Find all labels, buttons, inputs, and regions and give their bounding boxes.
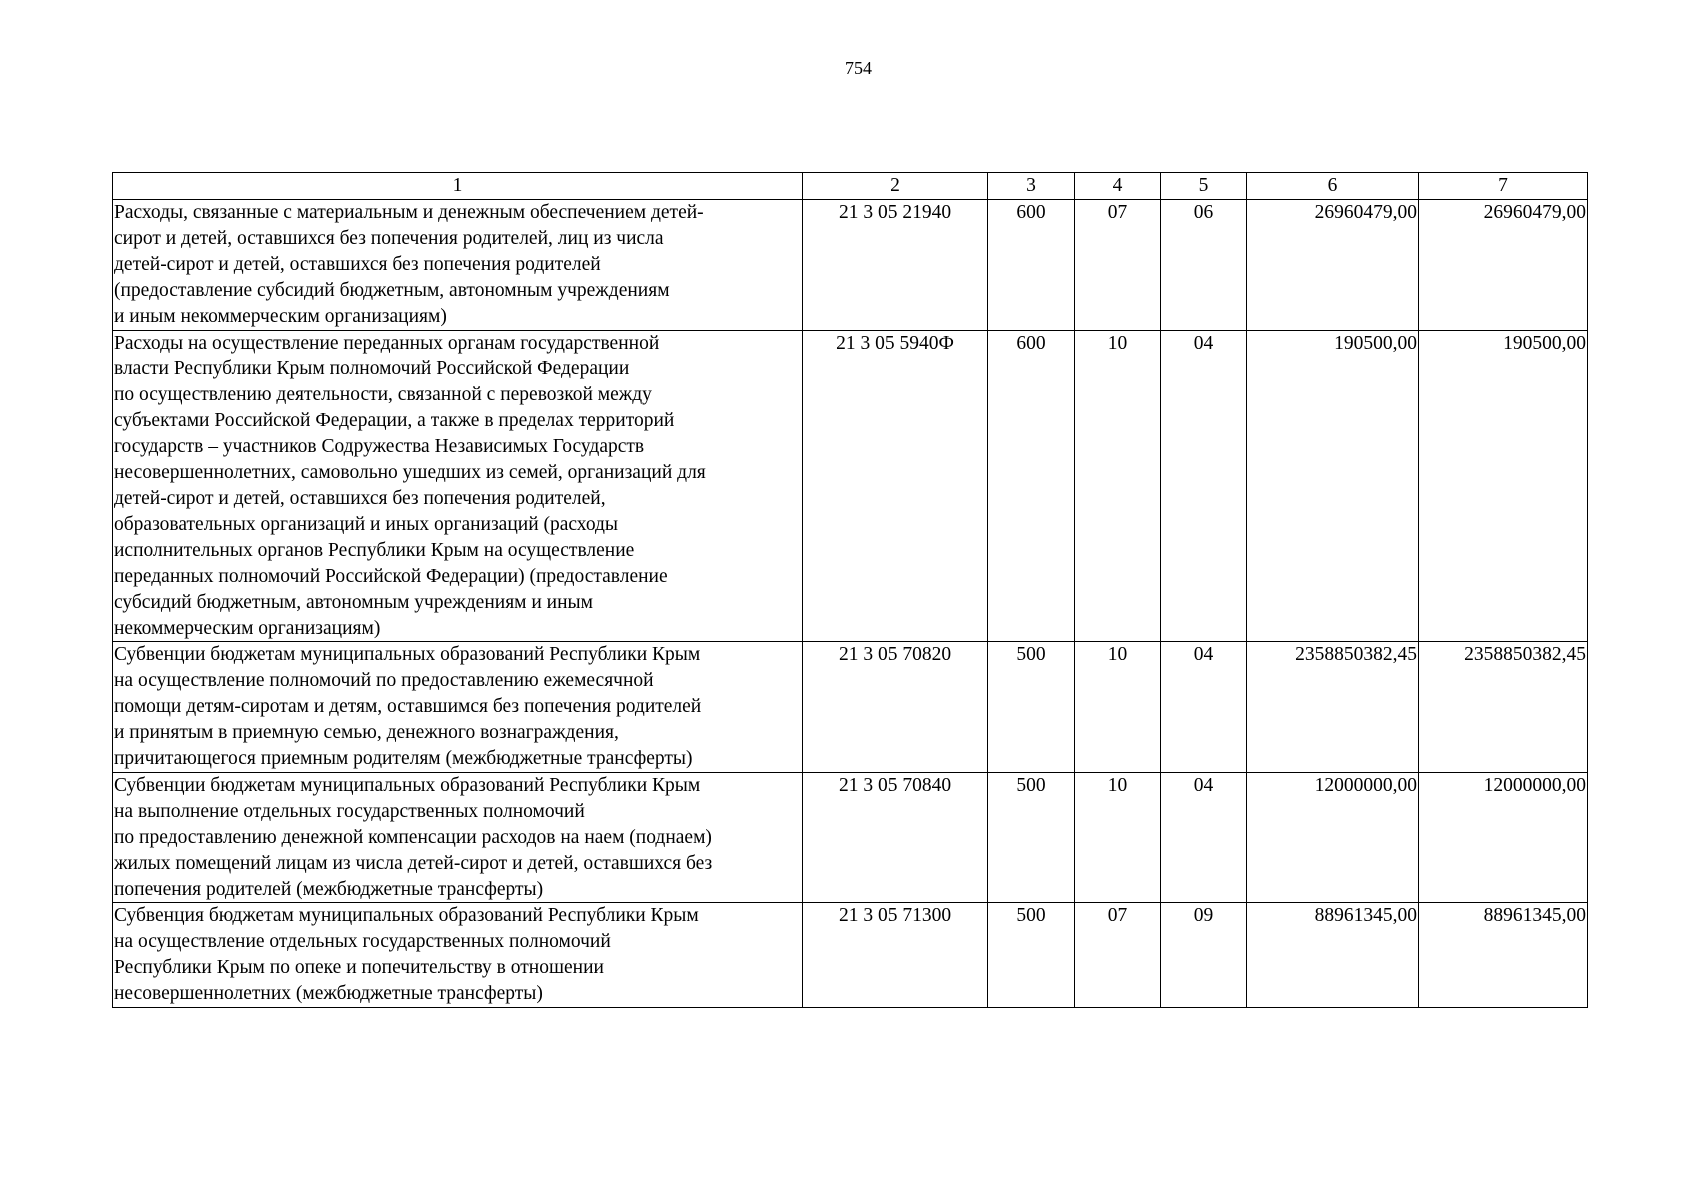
row-amount-col6: 26960479,00 <box>1247 200 1419 331</box>
row-target-code: 21 3 05 70820 <box>803 642 988 773</box>
column-header: 1 <box>113 173 803 200</box>
row-description: Расходы на осуществление переданных органам государственной власти Республики Крым полномочий Российской Федерации по осуществлению деятельности, связанной с перевозкой между субъектами Российской Федерации, а также в пределах территорий государств – участников Содружества Независимых Государств несовершеннолетних, самовольно ушедших из семей, организаций для детей-сирот и детей, оставшихся без попечения родителей, образовательных организаций и иных организаций (расходы исполнительных органов Республики Крым на осуществление переданных полномочий Российской Федерации) (предоставление субсидий бюджетным, автономным учреждениям и иным некоммерческим организациям) <box>113 330 803 642</box>
row-subsection: 04 <box>1161 330 1247 642</box>
row-subsection: 04 <box>1161 642 1247 773</box>
row-amount-col6: 190500,00 <box>1247 330 1419 642</box>
table-row <box>113 903 1588 1008</box>
row-amount-col7: 190500,00 <box>1419 330 1588 642</box>
row-subsection: 06 <box>1161 200 1247 331</box>
row-target-code: 21 3 05 5940Ф <box>803 330 988 642</box>
row-amount-col7: 88961345,00 <box>1419 903 1588 1008</box>
row-section: 10 <box>1075 772 1161 903</box>
row-description: Субвенция бюджетам муниципальных образований Республики Крым на осуществление отдельных государственных полномочий Республики Крым по опеке и попечительству в отношении несовершеннолетних (межбюджетные трансферты) <box>113 903 803 1008</box>
row-amount-col7: 2358850382,45 <box>1419 642 1588 773</box>
row-target-code: 21 3 05 21940 <box>803 200 988 331</box>
row-expense-type: 600 <box>988 330 1075 642</box>
column-header: 7 <box>1419 173 1588 200</box>
column-header: 4 <box>1075 173 1161 200</box>
column-header: 5 <box>1161 173 1247 200</box>
row-expense-type: 600 <box>988 200 1075 331</box>
page-number: 754 <box>845 58 872 78</box>
row-subsection: 09 <box>1161 903 1247 1008</box>
row-description: Субвенции бюджетам муниципальных образований Республики Крым на осуществление полномочий по предоставлению ежемесячной помощи детям-сиротам и детям, оставшимся без попечения родителей и принятым в приемную семью, денежного вознаграждения, причитающегося приемным родителям (межбюджетные трансферты) <box>113 642 803 773</box>
budget-table <box>112 172 1588 1008</box>
row-expense-type: 500 <box>988 903 1075 1008</box>
row-amount-col6: 88961345,00 <box>1247 903 1419 1008</box>
row-section: 07 <box>1075 200 1161 331</box>
row-amount-col7: 12000000,00 <box>1419 772 1588 903</box>
column-header: 3 <box>988 173 1075 200</box>
row-target-code: 21 3 05 71300 <box>803 903 988 1008</box>
row-section: 10 <box>1075 330 1161 642</box>
column-header: 6 <box>1247 173 1419 200</box>
row-amount-col7: 26960479,00 <box>1419 200 1588 331</box>
row-expense-type: 500 <box>988 642 1075 773</box>
row-amount-col6: 2358850382,45 <box>1247 642 1419 773</box>
row-description: Расходы, связанные с материальным и денежным обеспечением детей- сирот и детей, оставшихся без попечения родителей, лиц из числа детей-сирот и детей, оставшихся без попечения родителей (предоставление субсидий бюджетным, автономным учреждениям и иным некоммерческим организациям) <box>113 200 803 331</box>
column-header: 2 <box>803 173 988 200</box>
row-expense-type: 500 <box>988 772 1075 903</box>
table-row <box>113 772 1588 903</box>
row-section: 10 <box>1075 642 1161 773</box>
row-subsection: 04 <box>1161 772 1247 903</box>
row-section: 07 <box>1075 903 1161 1008</box>
table-row <box>113 642 1588 773</box>
header-row <box>113 173 1588 200</box>
row-amount-col6: 12000000,00 <box>1247 772 1419 903</box>
table-row <box>113 330 1588 642</box>
row-description: Субвенции бюджетам муниципальных образований Республики Крым на выполнение отдельных государственных полномочий по предоставлению денежной компенсации расходов на наем (поднаем) жилых помещений лицам из числа детей-сирот и детей, оставшихся без попечения родителей (межбюджетные трансферты) <box>113 772 803 903</box>
table-row <box>113 200 1588 331</box>
row-target-code: 21 3 05 70840 <box>803 772 988 903</box>
